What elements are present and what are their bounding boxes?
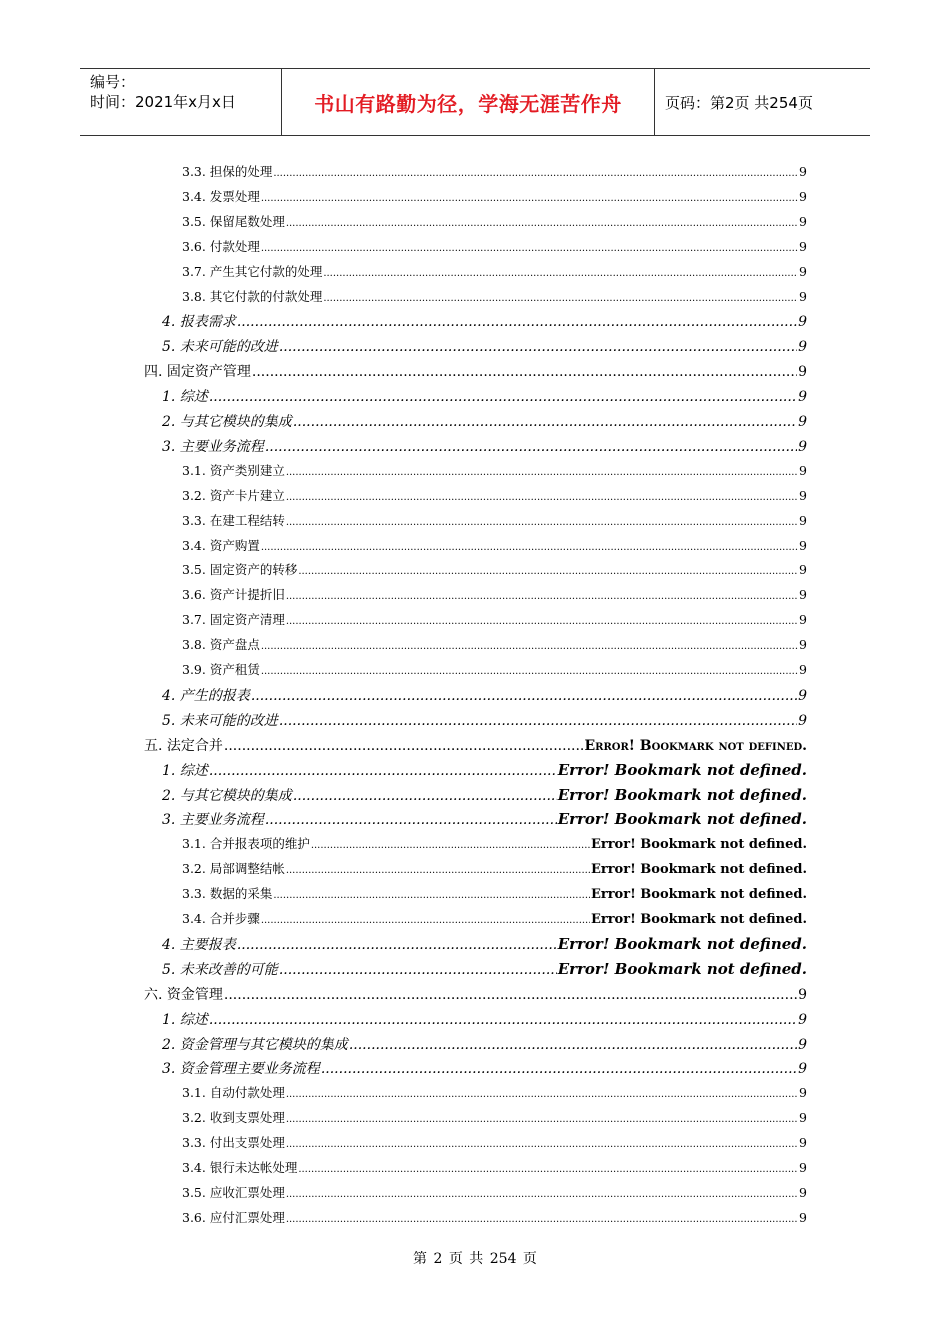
toc-entry[interactable]	[162, 386, 807, 406]
toc-entry[interactable]	[144, 361, 807, 381]
toc-leader-dots	[286, 467, 798, 478]
toc-entry[interactable]	[162, 785, 807, 805]
toc-entry-label: 3.1. 资产类别建立	[182, 462, 285, 478]
toc-leader-dots	[321, 1061, 797, 1077]
toc-entry-page: 9	[799, 238, 807, 254]
toc-entry-label: 5. 未来可能的改进	[162, 339, 278, 356]
toc-entry[interactable]	[182, 610, 807, 630]
toc-leader-dots	[209, 389, 797, 405]
toc-entry-label: 3.6. 付款处理	[182, 238, 260, 254]
toc-entry-label: 3.3. 在建工程结转	[182, 512, 285, 528]
toc-leader-dots	[286, 1189, 798, 1200]
toc-entry[interactable]	[162, 1009, 807, 1029]
toc-entry-page: 9	[798, 712, 807, 729]
toc-entry-page: 9	[798, 438, 807, 455]
toc-leader-dots	[286, 492, 798, 503]
toc-entry[interactable]	[182, 1083, 807, 1103]
toc-entry[interactable]	[182, 262, 807, 282]
toc-entry-label: 2. 与其它模块的集成	[162, 787, 292, 804]
toc-entry[interactable]	[144, 984, 807, 1004]
toc-entry-page: 9	[798, 687, 807, 704]
toc-entry[interactable]	[182, 884, 807, 904]
toc-entry-page: 9	[799, 1184, 807, 1200]
toc-entry[interactable]	[182, 1208, 807, 1228]
toc-entry-page: Error! Bookmark not defined.	[557, 785, 807, 804]
toc-entry-label: 四. 固定资产管理	[144, 364, 251, 381]
toc-leader-dots	[265, 439, 797, 455]
page-header	[80, 68, 870, 136]
toc-leader-dots	[286, 616, 798, 627]
toc-entry-page: Error! Bookmark not defined.	[590, 837, 807, 853]
toc-entry-page: 9	[799, 662, 807, 677]
toc-entry-page: Error! Bookmark not defined.	[557, 760, 807, 779]
toc-entry-label: 3.2. 资产卡片建立	[182, 487, 285, 503]
toc-entry[interactable]	[182, 511, 807, 531]
toc-entry-label: 3.3. 付出支票处理	[182, 1135, 285, 1151]
toc-entry-page: 9	[798, 986, 807, 1003]
toc-leader-dots	[311, 840, 590, 851]
toc-entry-page: 9	[799, 587, 807, 603]
toc-leader-dots	[209, 1012, 797, 1028]
toc-leader-dots	[286, 1139, 798, 1150]
toc-leader-dots	[224, 987, 797, 1003]
toc-leader-dots	[209, 763, 557, 779]
toc-entry[interactable]	[182, 461, 807, 481]
toc-entry-page: 9	[799, 1160, 807, 1175]
toc-leader-dots	[286, 1214, 798, 1225]
toc-entry-page: 9	[799, 562, 807, 578]
toc-entry[interactable]	[182, 162, 807, 182]
toc-entry[interactable]	[162, 809, 807, 829]
toc-entry[interactable]	[162, 311, 807, 331]
toc-entry-label: 1. 综述	[162, 389, 208, 406]
toc-entry-label: 3.5. 应收汇票处理	[182, 1184, 285, 1200]
toc-entry-label: 3.8. 其它付款的付款处理	[182, 288, 323, 304]
toc-entry-label: 3.2. 收到支票处理	[182, 1110, 285, 1126]
toc-entry-page: 9	[799, 612, 807, 628]
toc-entry-label: 3.3. 担保的处理	[182, 164, 273, 179]
toc-entry-label: 3.7. 产生其它付款的处理	[182, 263, 323, 279]
toc-entry-page: 9	[798, 1061, 807, 1078]
toc-entry-label: 2. 资金管理与其它模块的集成	[162, 1036, 348, 1053]
toc-entry-page: 9	[798, 1036, 807, 1053]
toc-entry[interactable]	[182, 1108, 807, 1128]
page-footer: 第 2 页 共 254 页	[413, 1251, 537, 1267]
toc-entry[interactable]	[182, 909, 807, 929]
toc-entry[interactable]	[182, 635, 807, 655]
toc-entry-page: 9	[799, 462, 807, 478]
toc-leader-dots	[323, 293, 798, 304]
toc-entry-page: Error! Bookmark not defined.	[557, 934, 807, 953]
toc-leader-dots	[261, 193, 798, 204]
toc-entry-label: 3.6. 应付汇票处理	[182, 1209, 285, 1225]
toc-entry[interactable]	[162, 411, 807, 431]
toc-entry[interactable]	[182, 1183, 807, 1203]
toc-leader-dots	[261, 542, 798, 553]
toc-leader-dots	[273, 890, 590, 901]
toc-entry-page: Error! Bookmark not defined.	[590, 887, 807, 903]
toc-leader-dots	[298, 1164, 798, 1175]
toc-entry-label: 3.7. 固定资产清理	[182, 612, 285, 628]
header-motto: 书山有路勤为径，学海无涯苦作舟	[282, 69, 655, 135]
toc-entry-page: 9	[799, 1135, 807, 1151]
toc-entry-label: 2. 与其它模块的集成	[162, 414, 292, 430]
toc-entry[interactable]	[162, 760, 807, 780]
toc-leader-dots	[251, 688, 797, 704]
header-page-info: 页码：第2页 共254页	[665, 93, 813, 112]
toc-entry-label: 4. 报表需求	[162, 314, 236, 331]
toc-entry-label: 3.5. 固定资产的转移	[182, 562, 298, 578]
toc-leader-dots	[261, 641, 798, 652]
toc-entry-label: 3.6. 资产计提折旧	[182, 587, 285, 603]
toc-entry-page: Error! Bookmark not defined.	[584, 737, 807, 754]
toc-entry-page: 9	[799, 188, 807, 204]
toc-entry-label: 3.5. 保留尾数处理	[182, 213, 285, 229]
toc-leader-dots	[273, 168, 798, 179]
toc-entry[interactable]	[162, 1034, 807, 1054]
toc-entry-label: 3.4. 发票处理	[182, 188, 260, 204]
toc-leader-dots	[349, 1037, 797, 1053]
toc-entry-page: 9	[799, 512, 807, 528]
toc-entry[interactable]	[162, 436, 807, 456]
toc-entry-page: 9	[798, 1011, 807, 1028]
toc-entry[interactable]	[162, 336, 807, 356]
toc-entry-page: 9	[799, 263, 807, 279]
toc-leader-dots	[252, 364, 797, 380]
toc-leader-dots	[279, 962, 557, 978]
toc-entry[interactable]	[182, 212, 807, 232]
toc-entry-page: 9	[799, 1209, 807, 1225]
toc-entry-label: 4. 主要报表	[162, 936, 236, 953]
toc-entry-page: 9	[798, 339, 807, 356]
toc-entry-label: 3.9. 资产租赁	[182, 662, 260, 677]
toc-entry-label: 六. 资金管理	[144, 986, 223, 1003]
toc-entry-label: 3.1. 合并报表项的维护	[182, 836, 310, 852]
toc-entry[interactable]	[144, 735, 807, 755]
toc-entry[interactable]	[162, 934, 807, 954]
toc-entry-label: 4. 产生的报表	[162, 687, 250, 704]
toc-entry-label: 3.8. 资产盘点	[182, 637, 260, 653]
toc-entry-label: 3.3. 数据的采集	[182, 886, 273, 902]
toc-leader-dots	[293, 788, 557, 804]
toc-entry-label: 1. 综述	[162, 762, 208, 779]
toc-entry-page: Error! Bookmark not defined.	[590, 862, 807, 878]
toc-entry-page: 9	[799, 487, 807, 503]
toc-entry-label: 3.2. 局部调整结帐	[182, 861, 285, 877]
toc-entry-page: 9	[799, 637, 807, 653]
toc-entry-label: 3.1. 自动付款处理	[182, 1085, 285, 1101]
toc-entry-page: 9	[798, 314, 807, 331]
toc-entry-label: 五. 法定合并	[144, 737, 223, 754]
time-label: 时间：2021年x月x日	[90, 93, 236, 111]
toc-leader-dots	[279, 713, 797, 729]
toc-entry-label: 3. 主要业务流程	[162, 812, 264, 829]
toc-entry[interactable]	[182, 536, 807, 556]
toc-leader-dots	[286, 517, 798, 528]
toc-leader-dots	[261, 666, 798, 677]
toc-entry-page: Error! Bookmark not defined.	[590, 912, 807, 927]
toc-leader-dots	[224, 738, 584, 754]
toc-entry[interactable]	[182, 560, 807, 580]
toc-entry-label: 3.4. 合并步骤	[182, 911, 260, 926]
toc-leader-dots	[298, 566, 798, 577]
toc-entry[interactable]	[182, 585, 807, 605]
toc-entry-page: Error! Bookmark not defined.	[557, 959, 807, 978]
toc-entry[interactable]	[182, 187, 807, 207]
toc-entry[interactable]	[162, 685, 807, 705]
toc-entry-page: 9	[798, 414, 807, 430]
toc-entry-page: 9	[798, 364, 807, 381]
toc-entry-page: 9	[799, 1110, 807, 1126]
header-meta	[80, 69, 282, 135]
toc-entry-page: 9	[799, 537, 807, 553]
toc-entry-label: 3.4. 资产购置	[182, 537, 260, 553]
toc-leader-dots	[286, 218, 798, 229]
toc-entry[interactable]	[162, 710, 807, 730]
toc-leader-dots	[286, 1114, 798, 1125]
toc-entry-page: 9	[799, 164, 807, 179]
toc-leader-dots	[279, 339, 797, 355]
toc-entry-label: 5. 未来可能的改进	[162, 712, 278, 729]
toc-entry-page: 9	[799, 213, 807, 229]
toc-entry[interactable]	[182, 1158, 807, 1178]
toc-leader-dots	[286, 865, 590, 876]
toc-leader-dots	[237, 937, 557, 953]
toc-leader-dots	[261, 243, 798, 254]
toc-entry-label: 5. 未来改善的可能	[162, 961, 278, 978]
toc-entry-label: 3.4. 银行未达帐处理	[182, 1160, 298, 1175]
toc-entry-label: 1. 综述	[162, 1011, 208, 1028]
toc-entry[interactable]	[182, 287, 807, 307]
toc-entry-page: 9	[799, 288, 807, 304]
toc-entry[interactable]	[182, 486, 807, 506]
toc-entry[interactable]	[182, 1133, 807, 1153]
toc-entry[interactable]	[182, 859, 807, 879]
toc-entry-page: 9	[799, 1085, 807, 1101]
toc-entry-label: 3. 资金管理主要业务流程	[162, 1061, 320, 1078]
toc-leader-dots	[293, 414, 797, 430]
toc-entry[interactable]	[162, 1058, 807, 1078]
toc-leader-dots	[261, 915, 590, 926]
toc-entry-page: Error! Bookmark not defined.	[557, 810, 807, 829]
toc-entry[interactable]	[182, 834, 807, 854]
toc-entry[interactable]	[162, 959, 807, 979]
toc-leader-dots	[286, 591, 798, 602]
code-label: 编号：	[90, 73, 136, 91]
toc-entry-label: 3. 主要业务流程	[162, 438, 264, 455]
toc-leader-dots	[286, 1089, 798, 1100]
toc-leader-dots	[265, 812, 557, 828]
toc-entry[interactable]	[182, 237, 807, 257]
toc-entry-page: 9	[798, 389, 807, 406]
toc-leader-dots	[323, 268, 798, 279]
toc-leader-dots	[237, 314, 797, 330]
toc-entry[interactable]	[182, 660, 807, 680]
